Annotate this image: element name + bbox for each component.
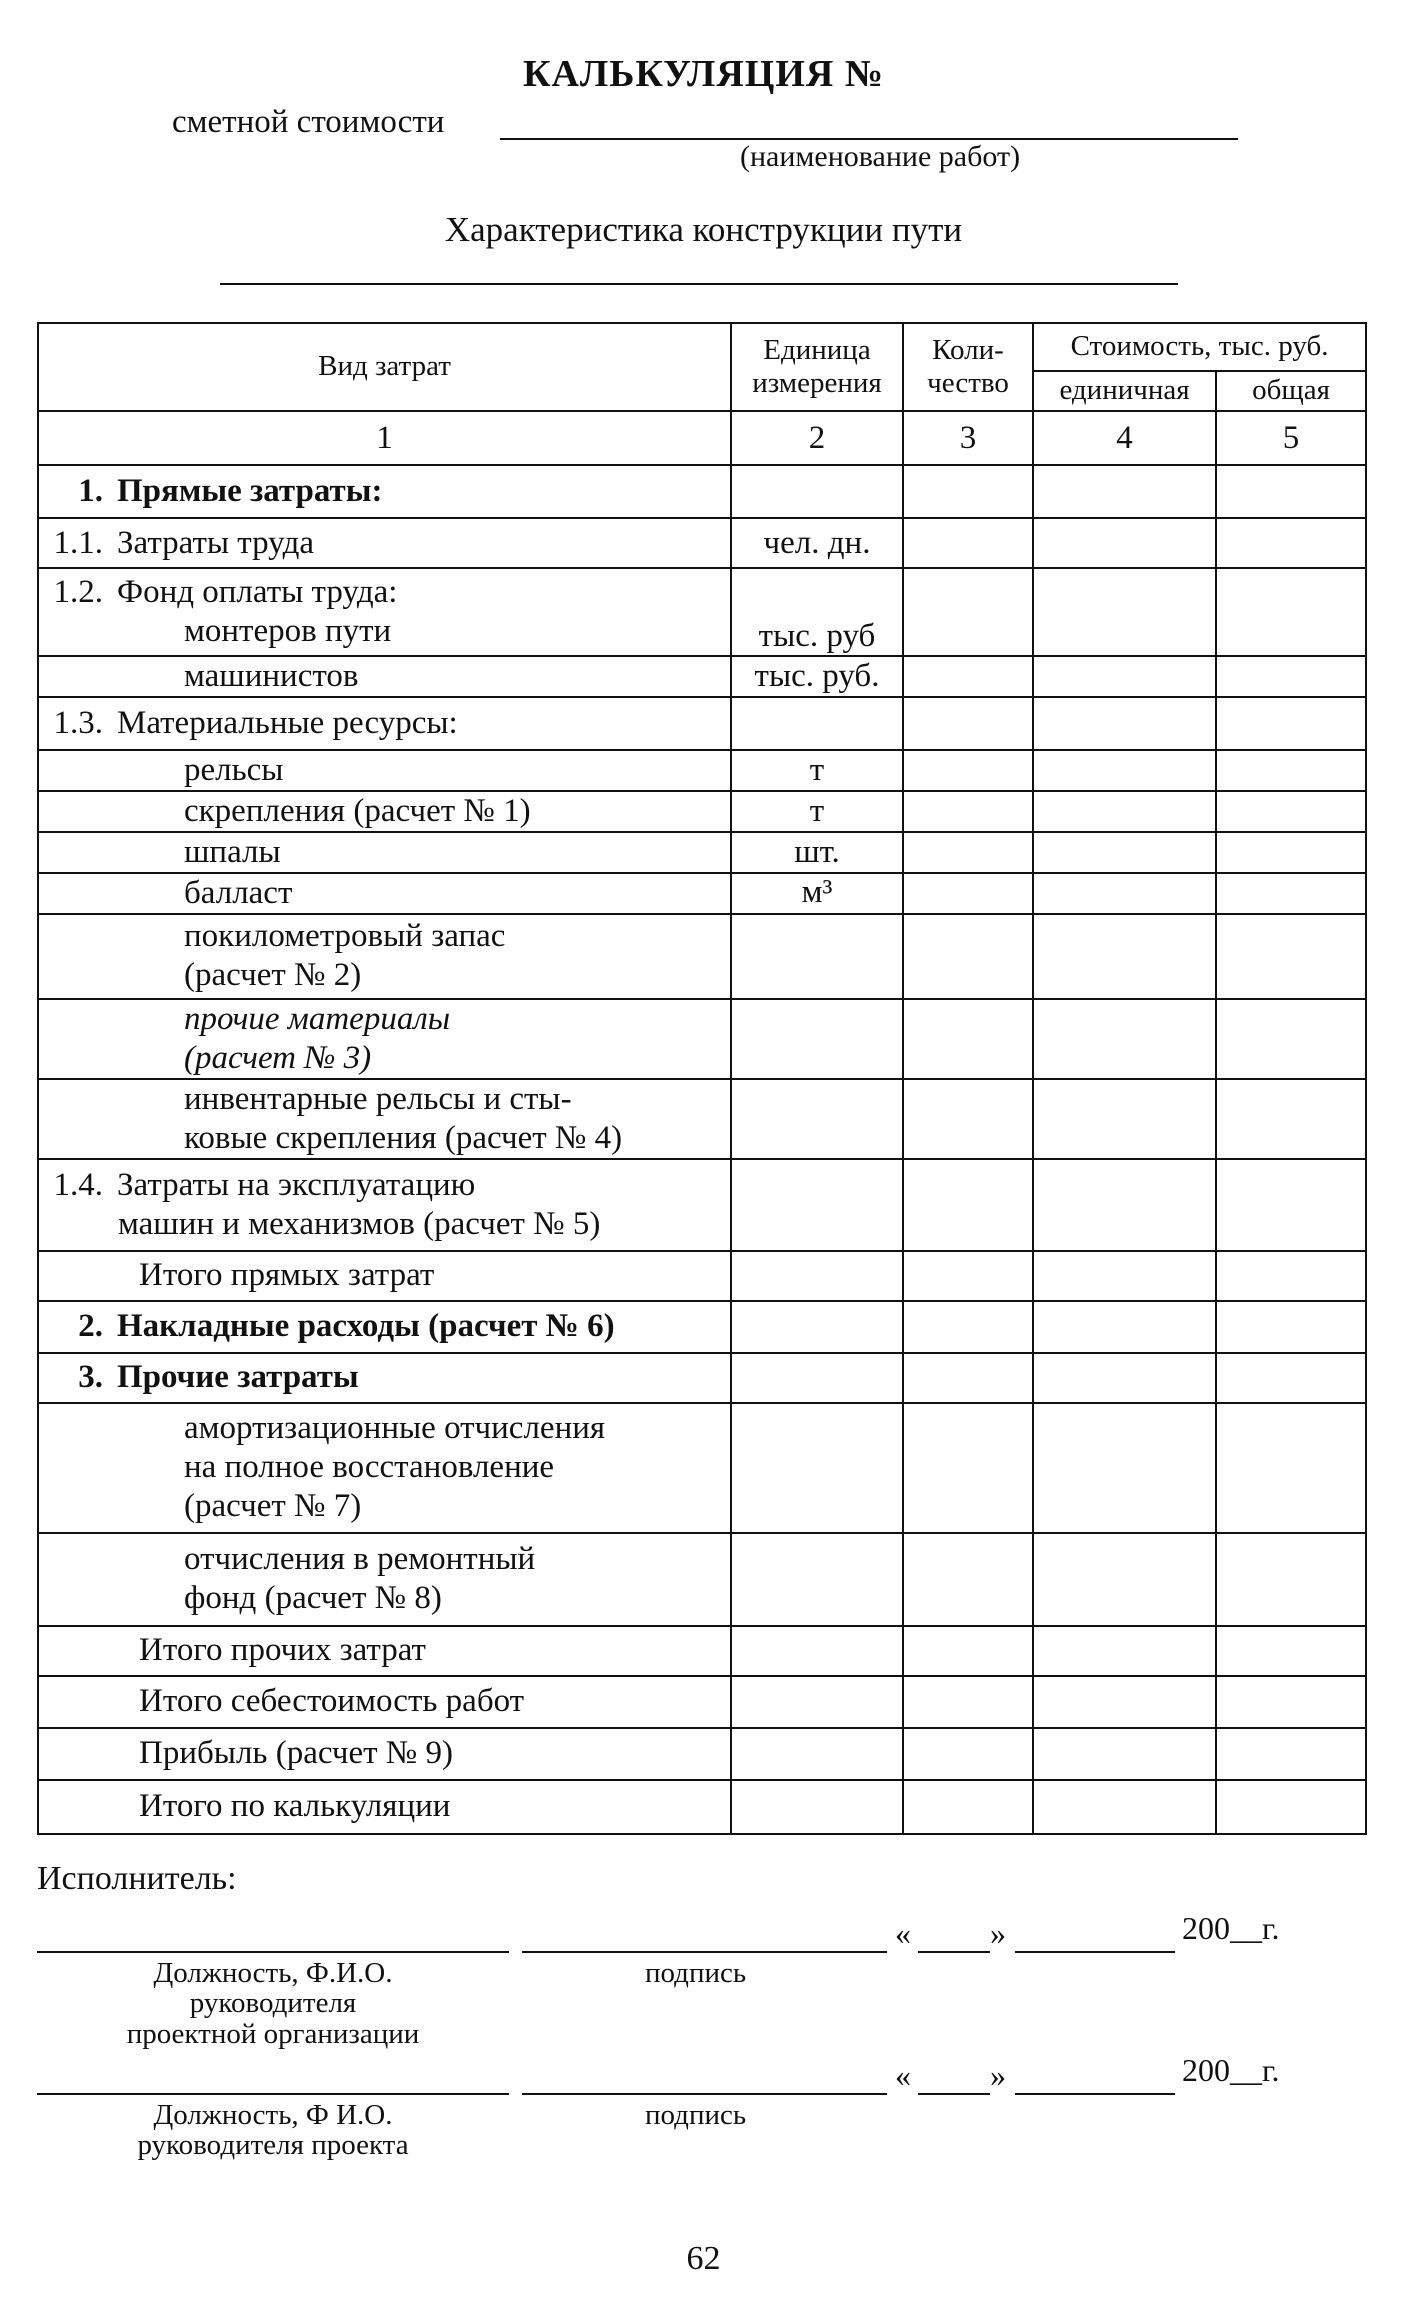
signature-blank-line-1 [522,1951,887,1953]
date-quote-close-2: » [990,2057,1006,2093]
table-row [38,1676,1366,1728]
date-day-blank-1 [918,1951,990,1953]
row-unit: м³ [731,873,903,914]
row-title: Затраты труда [117,524,315,561]
calculation-table [37,322,1367,1835]
date-month-blank-2 [1015,2093,1175,2095]
row-number: 1.2. [53,574,103,611]
position-caption-1 [37,1958,509,2049]
row-title: Итого прочих затрат [139,1632,426,1669]
table-row [38,750,1366,791]
table-row [38,465,1366,518]
position-caption-line3: проектной организации [126,2017,420,2050]
date-year-1: 200__г. [1182,1910,1280,1946]
row-title: Прибыль (расчет № 9) [139,1735,453,1772]
table-row [38,1533,1366,1626]
row-title-line2: (расчет № 2) [184,957,362,994]
table-row [38,873,1366,914]
row-title: Итого себестоимость работ [139,1683,525,1720]
row-title: шпалы [184,833,281,870]
row-title: балласт [184,874,293,911]
table-row [38,1079,1366,1159]
header-quantity [903,323,1033,411]
row-title: Фонд оплаты труда: [117,574,398,611]
row-number: 2. [78,1308,103,1345]
row-unit: шт. [731,832,903,873]
row-title-line2: машин и механизмов (расчет № 5) [118,1205,601,1242]
date-quote-open-2: « [895,2057,911,2093]
row-title-line1: амортизационные отчисления [184,1410,606,1447]
date-month-blank-1 [1015,1951,1175,1953]
row-number: 1.3. [53,704,103,741]
table-row [38,1728,1366,1780]
track-characteristics-label: Характеристика конструкции пути [444,210,963,249]
row-title-line2: (расчет № 3) [184,1039,372,1076]
date-quote-close-1: » [990,1915,1006,1951]
row-title: машинистов [184,658,359,694]
date-day-blank-2 [918,2093,990,2095]
table-row [38,1626,1366,1676]
col-number-5: 5 [1216,411,1366,465]
row-title-line1: Затраты на эксплуатацию [117,1166,476,1203]
row-subtitle: монтеров пути [184,613,392,649]
row-title: Материальные ресурсы: [117,704,458,741]
table-row [38,1780,1366,1834]
row-title-line2: ковые скрепления (расчет № 4) [184,1119,623,1156]
table-row [38,656,1366,697]
row-title: рельсы [184,751,284,788]
header-unit [731,323,903,411]
track-characteristics-blank-line [220,283,1178,285]
col-number-3: 3 [903,411,1033,465]
position-caption-line2: руководителя проекта [137,2129,409,2162]
header-cost: Стоимость, тыс. руб. [1033,323,1366,371]
header-cost-unit: единичная [1033,371,1216,411]
table-row [38,1159,1366,1251]
col-number-4: 4 [1033,411,1216,465]
row-title-line3: (расчет № 7) [184,1488,362,1525]
row-title: Накладные расходы (расчет № 6) [117,1308,615,1345]
table-row [38,791,1366,832]
date-year-2: 200__г. [1182,2052,1280,2088]
row-title: Итого прямых затрат [139,1257,435,1294]
row-title-line2: фонд (расчет № 8) [184,1580,442,1617]
document-title: КАЛЬКУЛЯЦИЯ № [522,53,885,95]
row-title: скрепления (расчет № 1) [184,792,531,829]
table-row [38,1403,1366,1533]
table-row [38,518,1366,568]
header-cost-total: общая [1216,371,1366,411]
row-number: 1.4. [53,1166,103,1203]
row-unit: тыс. руб. [731,656,903,697]
row-unit: т [731,750,903,791]
header-quantity-line1: Коли- [932,333,1004,366]
col-number-2: 2 [731,411,903,465]
row-title-line1: инвентарные рельсы и сты- [184,1080,572,1117]
table-row [38,1301,1366,1353]
position-caption-line1: Должность, Ф И.О. [153,2099,393,2131]
table-row [38,914,1366,999]
position-blank-line-1 [37,1951,509,1953]
position-blank-line-2 [37,2093,509,2095]
row-number: 1.1. [53,524,103,561]
row-title-line1: прочие материалы [184,1000,451,1037]
date-quote-open-1: « [895,1915,911,1951]
col-number-1: 1 [38,411,731,465]
page-number: 62 [686,2240,721,2277]
table-row [38,568,1366,656]
row-number: 3. [78,1359,103,1396]
table-row [38,1251,1366,1301]
row-title-line1: отчисления в ремонтный [184,1541,536,1578]
signature-blank-line-2 [522,2093,887,2095]
row-number: 1. [78,473,103,510]
header-unit-line1: Единица [763,333,871,366]
row-title-line2: на полное восстановление [184,1449,555,1486]
work-name-caption: (наименование работ) [740,140,1021,173]
table-row [38,1353,1366,1403]
row-unit: тыс. руб [731,568,903,656]
row-title: Итого по калькуляции [139,1788,451,1825]
performer-label: Исполнитель: [37,1860,237,1897]
row-unit: т [731,791,903,832]
row-title: Прямые затраты: [117,473,383,510]
signature-caption-1: подпись [645,1957,747,1989]
position-caption-line1: Должность, Ф.И.О. [153,1957,393,1989]
table-row [38,697,1366,750]
signature-caption-2: подпись [645,2099,747,2131]
header-cost-type: Вид затрат [38,323,731,411]
row-title: Прочие затраты [117,1359,359,1396]
position-caption-line2: руководителя [189,1987,357,2020]
row-unit: чел. дн. [731,518,903,568]
table-row [38,832,1366,873]
smeta-label: сметной стоимости [172,104,445,140]
position-caption-2 [37,2100,509,2161]
header-quantity-line2: чество [927,367,1009,399]
table-row [38,999,1366,1079]
header-unit-line2: измерения [752,367,882,399]
row-title-line1: покилометровый запас [184,918,506,955]
